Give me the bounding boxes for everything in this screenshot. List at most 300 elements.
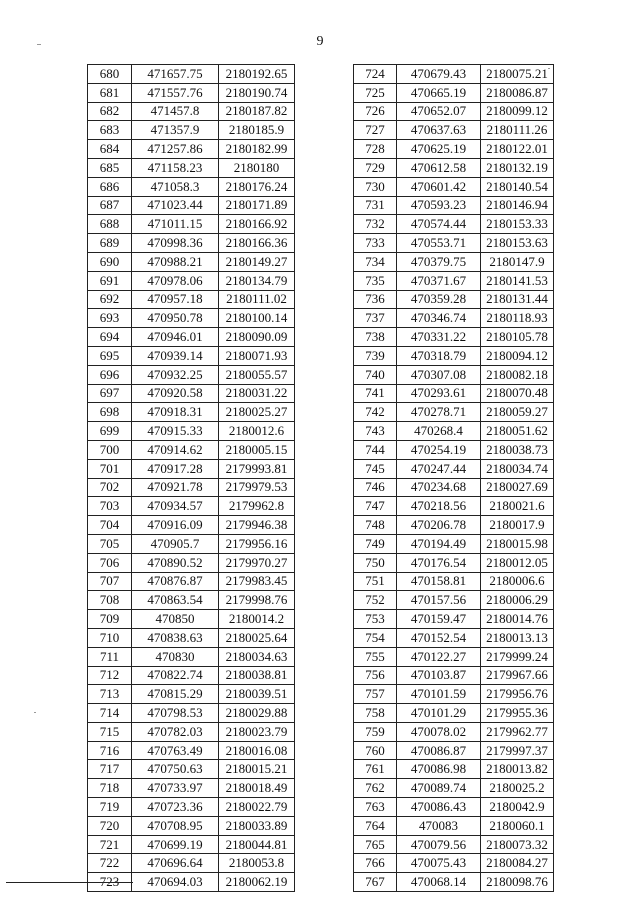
x-coordinate-cell: 470159.47 xyxy=(397,610,481,629)
x-coordinate-cell: 470157.56 xyxy=(397,591,481,610)
table-row xyxy=(354,478,554,497)
point-number-cell: 722 xyxy=(88,854,132,873)
y-coordinate-cell: 2180038.73 xyxy=(481,440,554,459)
point-number-cell: 744 xyxy=(354,440,397,459)
y-coordinate-cell: 2180073.32 xyxy=(481,835,554,854)
x-coordinate-cell: 470914.62 xyxy=(132,440,219,459)
y-coordinate-cell: 2180042.9 xyxy=(481,798,554,817)
table-row xyxy=(88,177,295,196)
y-coordinate-cell: 2180084.27 xyxy=(481,854,554,873)
y-coordinate-cell: 2179962.8 xyxy=(219,497,295,516)
x-coordinate-cell: 470068.14 xyxy=(397,873,481,892)
point-number-cell: 747 xyxy=(354,497,397,516)
point-number-cell: 693 xyxy=(88,309,132,328)
x-coordinate-cell: 470247.44 xyxy=(397,459,481,478)
table-row xyxy=(88,215,295,234)
table-row xyxy=(88,760,295,779)
y-coordinate-cell: 2180153.33 xyxy=(481,215,554,234)
table-row xyxy=(354,779,554,798)
point-number-cell: 706 xyxy=(88,553,132,572)
table-row xyxy=(88,102,295,121)
point-number-cell: 714 xyxy=(88,704,132,723)
y-coordinate-cell: 2180111.02 xyxy=(219,290,295,309)
y-coordinate-cell: 2180146.94 xyxy=(481,196,554,215)
x-coordinate-cell: 470625.19 xyxy=(397,140,481,159)
point-number-cell: 736 xyxy=(354,290,397,309)
x-coordinate-cell: 470152.54 xyxy=(397,628,481,647)
y-coordinate-cell: 2179997.37 xyxy=(481,741,554,760)
table-row xyxy=(88,290,295,309)
table-row xyxy=(354,158,554,177)
x-coordinate-cell: 471158.23 xyxy=(132,158,219,177)
x-coordinate-cell: 470708.95 xyxy=(132,816,219,835)
y-coordinate-cell: 2180176.24 xyxy=(219,177,295,196)
coordinates-table-right-body xyxy=(354,65,554,892)
coordinates-table-left xyxy=(87,64,295,892)
table-row xyxy=(354,873,554,892)
scan-speck xyxy=(34,712,36,713)
y-coordinate-cell: 2180082.18 xyxy=(481,365,554,384)
x-coordinate-cell: 470915.33 xyxy=(132,422,219,441)
x-coordinate-cell: 470379.75 xyxy=(397,252,481,271)
y-coordinate-cell: 2180013.13 xyxy=(481,628,554,647)
y-coordinate-cell: 2179946.38 xyxy=(219,516,295,535)
table-row xyxy=(88,816,295,835)
y-coordinate-cell: 2180070.48 xyxy=(481,384,554,403)
y-coordinate-cell: 2180141.53 xyxy=(481,271,554,290)
table-row xyxy=(354,741,554,760)
table-row xyxy=(88,835,295,854)
y-coordinate-cell: 2180190.74 xyxy=(219,83,295,102)
table-row xyxy=(88,854,295,873)
table-row xyxy=(354,196,554,215)
point-number-cell: 765 xyxy=(354,835,397,854)
x-coordinate-cell: 470083 xyxy=(397,816,481,835)
x-coordinate-cell: 471257.86 xyxy=(132,140,219,159)
x-coordinate-cell: 471058.3 xyxy=(132,177,219,196)
point-number-cell: 732 xyxy=(354,215,397,234)
table-row xyxy=(354,177,554,196)
table-row xyxy=(354,854,554,873)
x-coordinate-cell: 470553.71 xyxy=(397,234,481,253)
x-coordinate-cell: 470679.43 xyxy=(397,65,481,84)
y-coordinate-cell: 2180132.19 xyxy=(481,158,554,177)
y-coordinate-cell: 2180059.27 xyxy=(481,403,554,422)
table-row xyxy=(88,591,295,610)
point-number-cell: 761 xyxy=(354,760,397,779)
table-row xyxy=(88,403,295,422)
table-row xyxy=(88,158,295,177)
table-row xyxy=(354,140,554,159)
table-row xyxy=(354,497,554,516)
y-coordinate-cell: 2179979.53 xyxy=(219,478,295,497)
point-number-cell: 697 xyxy=(88,384,132,403)
x-coordinate-cell: 470822.74 xyxy=(132,666,219,685)
y-coordinate-cell: 2179999.24 xyxy=(481,647,554,666)
table-row xyxy=(88,704,295,723)
y-coordinate-cell: 2180187.82 xyxy=(219,102,295,121)
point-number-cell: 762 xyxy=(354,779,397,798)
point-number-cell: 746 xyxy=(354,478,397,497)
y-coordinate-cell: 2179993.81 xyxy=(219,459,295,478)
x-coordinate-cell: 470331.22 xyxy=(397,328,481,347)
table-row xyxy=(354,271,554,290)
y-coordinate-cell: 2180153.63 xyxy=(481,234,554,253)
point-number-cell: 707 xyxy=(88,572,132,591)
point-number-cell: 682 xyxy=(88,102,132,121)
table-row xyxy=(354,65,554,84)
point-number-cell: 743 xyxy=(354,422,397,441)
table-row xyxy=(354,835,554,854)
point-number-cell: 702 xyxy=(88,478,132,497)
y-coordinate-cell: 2180166.36 xyxy=(219,234,295,253)
y-coordinate-cell: 2180111.26 xyxy=(481,121,554,140)
table-row xyxy=(88,440,295,459)
table-row xyxy=(88,65,295,84)
y-coordinate-cell: 2180149.27 xyxy=(219,252,295,271)
y-coordinate-cell: 2180098.76 xyxy=(481,873,554,892)
y-coordinate-cell: 2180053.8 xyxy=(219,854,295,873)
table-row xyxy=(88,779,295,798)
y-coordinate-cell: 2180033.89 xyxy=(219,816,295,835)
point-number-cell: 728 xyxy=(354,140,397,159)
x-coordinate-cell: 470637.63 xyxy=(397,121,481,140)
y-coordinate-cell: 2180090.09 xyxy=(219,328,295,347)
x-coordinate-cell: 470694.03 xyxy=(132,873,219,892)
x-coordinate-cell: 470916.09 xyxy=(132,516,219,535)
x-coordinate-cell: 470612.58 xyxy=(397,158,481,177)
x-coordinate-cell: 470723.36 xyxy=(132,798,219,817)
point-number-cell: 700 xyxy=(88,440,132,459)
y-coordinate-cell: 2180182.99 xyxy=(219,140,295,159)
table-row xyxy=(88,252,295,271)
x-coordinate-cell: 470750.63 xyxy=(132,760,219,779)
x-coordinate-cell: 470371.67 xyxy=(397,271,481,290)
point-number-cell: 698 xyxy=(88,403,132,422)
x-coordinate-cell: 470998.36 xyxy=(132,234,219,253)
table-row xyxy=(88,722,295,741)
x-coordinate-cell: 470086.87 xyxy=(397,741,481,760)
point-number-cell: 708 xyxy=(88,591,132,610)
x-coordinate-cell: 470101.59 xyxy=(397,685,481,704)
x-coordinate-cell: 470075.43 xyxy=(397,854,481,873)
point-number-cell: 717 xyxy=(88,760,132,779)
table-row xyxy=(88,647,295,666)
point-number-cell: 758 xyxy=(354,704,397,723)
point-number-cell: 709 xyxy=(88,610,132,629)
x-coordinate-cell: 470601.42 xyxy=(397,177,481,196)
y-coordinate-cell: 2180025.64 xyxy=(219,628,295,647)
table-row xyxy=(354,328,554,347)
point-number-cell: 760 xyxy=(354,741,397,760)
y-coordinate-cell: 2180060.1 xyxy=(481,816,554,835)
table-row xyxy=(354,215,554,234)
table-row xyxy=(88,196,295,215)
x-coordinate-cell: 470307.08 xyxy=(397,365,481,384)
point-number-cell: 745 xyxy=(354,459,397,478)
y-coordinate-cell: 2180016.08 xyxy=(219,741,295,760)
y-coordinate-cell: 2180025.27 xyxy=(219,403,295,422)
table-row xyxy=(88,346,295,365)
y-coordinate-cell: 2180094.12 xyxy=(481,346,554,365)
table-row xyxy=(88,271,295,290)
table-row xyxy=(88,83,295,102)
y-coordinate-cell: 2180099.12 xyxy=(481,102,554,121)
point-number-cell: 692 xyxy=(88,290,132,309)
point-number-cell: 710 xyxy=(88,628,132,647)
y-coordinate-cell: 2180006.6 xyxy=(481,572,554,591)
x-coordinate-cell: 470665.19 xyxy=(397,83,481,102)
y-coordinate-cell: 2180038.81 xyxy=(219,666,295,685)
x-coordinate-cell: 470234.68 xyxy=(397,478,481,497)
table-row xyxy=(88,516,295,535)
point-number-cell: 703 xyxy=(88,497,132,516)
table-row xyxy=(88,328,295,347)
table-row xyxy=(354,290,554,309)
x-coordinate-cell: 470921.78 xyxy=(132,478,219,497)
point-number-cell: 689 xyxy=(88,234,132,253)
y-coordinate-cell: 2179998.76 xyxy=(219,591,295,610)
y-coordinate-cell: 2180021.6 xyxy=(481,497,554,516)
point-number-cell: 731 xyxy=(354,196,397,215)
y-coordinate-cell: 2180180 xyxy=(219,158,295,177)
table-row xyxy=(88,365,295,384)
point-number-cell: 767 xyxy=(354,873,397,892)
table-row xyxy=(88,666,295,685)
point-number-cell: 763 xyxy=(354,798,397,817)
point-number-cell: 695 xyxy=(88,346,132,365)
x-coordinate-cell: 470218.56 xyxy=(397,497,481,516)
table-row xyxy=(88,422,295,441)
y-coordinate-cell: 2180006.29 xyxy=(481,591,554,610)
point-number-cell: 766 xyxy=(354,854,397,873)
x-coordinate-cell: 471357.9 xyxy=(132,121,219,140)
y-coordinate-cell: 2180044.81 xyxy=(219,835,295,854)
point-number-cell: 737 xyxy=(354,309,397,328)
x-coordinate-cell: 470103.87 xyxy=(397,666,481,685)
point-number-cell: 716 xyxy=(88,741,132,760)
y-coordinate-cell: 2180005.15 xyxy=(219,440,295,459)
x-coordinate-cell: 470652.07 xyxy=(397,102,481,121)
y-coordinate-cell: 2179967.66 xyxy=(481,666,554,685)
coordinates-table-left-body xyxy=(88,65,295,892)
x-coordinate-cell: 470079.56 xyxy=(397,835,481,854)
x-coordinate-cell: 470101.29 xyxy=(397,704,481,723)
y-coordinate-cell: 2180018.49 xyxy=(219,779,295,798)
table-row xyxy=(88,234,295,253)
x-coordinate-cell: 470206.78 xyxy=(397,516,481,535)
table-row xyxy=(354,647,554,666)
y-coordinate-cell: 2180147.9 xyxy=(481,252,554,271)
table-row xyxy=(354,365,554,384)
x-coordinate-cell: 470939.14 xyxy=(132,346,219,365)
x-coordinate-cell: 470876.87 xyxy=(132,572,219,591)
point-number-cell: 685 xyxy=(88,158,132,177)
y-coordinate-cell: 2180185.9 xyxy=(219,121,295,140)
table-row xyxy=(354,666,554,685)
y-coordinate-cell: 2180071.93 xyxy=(219,346,295,365)
table-row xyxy=(88,610,295,629)
x-coordinate-cell: 470934.57 xyxy=(132,497,219,516)
point-number-cell: 750 xyxy=(354,553,397,572)
table-row xyxy=(88,798,295,817)
y-coordinate-cell: 2180039.51 xyxy=(219,685,295,704)
point-number-cell: 723 xyxy=(88,873,132,892)
point-number-cell: 684 xyxy=(88,140,132,159)
y-coordinate-cell: 2180022.79 xyxy=(219,798,295,817)
x-coordinate-cell: 470918.31 xyxy=(132,403,219,422)
table-row xyxy=(88,478,295,497)
y-coordinate-cell: 2180166.92 xyxy=(219,215,295,234)
y-coordinate-cell: 2180013.82 xyxy=(481,760,554,779)
y-coordinate-cell: 2180014.76 xyxy=(481,610,554,629)
x-coordinate-cell: 470932.25 xyxy=(132,365,219,384)
y-coordinate-cell: 2180023.79 xyxy=(219,722,295,741)
point-number-cell: 751 xyxy=(354,572,397,591)
point-number-cell: 688 xyxy=(88,215,132,234)
y-coordinate-cell: 2180014.2 xyxy=(219,610,295,629)
scan-speck xyxy=(548,68,550,69)
table-row xyxy=(88,497,295,516)
table-row xyxy=(354,685,554,704)
x-coordinate-cell: 470733.97 xyxy=(132,779,219,798)
y-coordinate-cell: 2179955.36 xyxy=(481,704,554,723)
table-row xyxy=(88,384,295,403)
y-coordinate-cell: 2180034.74 xyxy=(481,459,554,478)
x-coordinate-cell: 470078.02 xyxy=(397,722,481,741)
point-number-cell: 756 xyxy=(354,666,397,685)
point-number-cell: 711 xyxy=(88,647,132,666)
point-number-cell: 730 xyxy=(354,177,397,196)
y-coordinate-cell: 2180015.21 xyxy=(219,760,295,779)
x-coordinate-cell: 470254.19 xyxy=(397,440,481,459)
x-coordinate-cell: 470359.28 xyxy=(397,290,481,309)
y-coordinate-cell: 2180086.87 xyxy=(481,83,554,102)
y-coordinate-cell: 2180012.05 xyxy=(481,553,554,572)
point-number-cell: 726 xyxy=(354,102,397,121)
point-number-cell: 704 xyxy=(88,516,132,535)
x-coordinate-cell: 470086.43 xyxy=(397,798,481,817)
point-number-cell: 719 xyxy=(88,798,132,817)
y-coordinate-cell: 2180012.6 xyxy=(219,422,295,441)
table-row xyxy=(354,704,554,723)
table-row xyxy=(354,252,554,271)
table-row xyxy=(88,534,295,553)
point-number-cell: 690 xyxy=(88,252,132,271)
point-number-cell: 681 xyxy=(88,83,132,102)
point-number-cell: 691 xyxy=(88,271,132,290)
point-number-cell: 705 xyxy=(88,534,132,553)
coordinates-table-right xyxy=(353,64,554,892)
table-row xyxy=(354,459,554,478)
x-coordinate-cell: 470815.29 xyxy=(132,685,219,704)
x-coordinate-cell: 471457.8 xyxy=(132,102,219,121)
table-row xyxy=(88,121,295,140)
x-coordinate-cell: 470988.21 xyxy=(132,252,219,271)
x-coordinate-cell: 471557.76 xyxy=(132,83,219,102)
y-coordinate-cell: 2180017.9 xyxy=(481,516,554,535)
point-number-cell: 721 xyxy=(88,835,132,854)
point-number-cell: 725 xyxy=(354,83,397,102)
point-number-cell: 752 xyxy=(354,591,397,610)
point-number-cell: 753 xyxy=(354,610,397,629)
table-row xyxy=(354,403,554,422)
y-coordinate-cell: 2180118.93 xyxy=(481,309,554,328)
x-coordinate-cell: 471011.15 xyxy=(132,215,219,234)
point-number-cell: 687 xyxy=(88,196,132,215)
x-coordinate-cell: 470696.64 xyxy=(132,854,219,873)
x-coordinate-cell: 470122.27 xyxy=(397,647,481,666)
x-coordinate-cell: 470278.71 xyxy=(397,403,481,422)
table-row xyxy=(354,309,554,328)
table-row xyxy=(354,553,554,572)
table-row xyxy=(354,534,554,553)
x-coordinate-cell: 470763.49 xyxy=(132,741,219,760)
table-row xyxy=(88,628,295,647)
table-row xyxy=(354,346,554,365)
point-number-cell: 712 xyxy=(88,666,132,685)
point-number-cell: 742 xyxy=(354,403,397,422)
table-row xyxy=(88,553,295,572)
x-coordinate-cell: 470574.44 xyxy=(397,215,481,234)
x-coordinate-cell: 470905.7 xyxy=(132,534,219,553)
scan-speck xyxy=(37,44,41,45)
x-coordinate-cell: 470593.23 xyxy=(397,196,481,215)
x-coordinate-cell: 470838.63 xyxy=(132,628,219,647)
point-number-cell: 699 xyxy=(88,422,132,441)
y-coordinate-cell: 2180140.54 xyxy=(481,177,554,196)
point-number-cell: 748 xyxy=(354,516,397,535)
point-number-cell: 696 xyxy=(88,365,132,384)
point-number-cell: 713 xyxy=(88,685,132,704)
point-number-cell: 701 xyxy=(88,459,132,478)
point-number-cell: 733 xyxy=(354,234,397,253)
point-number-cell: 729 xyxy=(354,158,397,177)
table-row xyxy=(88,459,295,478)
x-coordinate-cell: 470194.49 xyxy=(397,534,481,553)
table-row xyxy=(354,422,554,441)
point-number-cell: 739 xyxy=(354,346,397,365)
table-row xyxy=(354,628,554,647)
y-coordinate-cell: 2179962.77 xyxy=(481,722,554,741)
point-number-cell: 727 xyxy=(354,121,397,140)
y-coordinate-cell: 2180192.65 xyxy=(219,65,295,84)
table-row xyxy=(354,798,554,817)
table-row xyxy=(354,121,554,140)
y-coordinate-cell: 2180051.62 xyxy=(481,422,554,441)
y-coordinate-cell: 2179956.76 xyxy=(481,685,554,704)
x-coordinate-cell: 470158.81 xyxy=(397,572,481,591)
point-number-cell: 755 xyxy=(354,647,397,666)
page-number: 9 xyxy=(316,34,324,49)
table-row xyxy=(88,572,295,591)
point-number-cell: 741 xyxy=(354,384,397,403)
point-number-cell: 683 xyxy=(88,121,132,140)
x-coordinate-cell: 470318.79 xyxy=(397,346,481,365)
x-coordinate-cell: 470798.53 xyxy=(132,704,219,723)
x-coordinate-cell: 470917.28 xyxy=(132,459,219,478)
x-coordinate-cell: 470268.4 xyxy=(397,422,481,441)
table-row xyxy=(354,610,554,629)
y-coordinate-cell: 2180075.21 xyxy=(481,65,554,84)
table-row xyxy=(354,722,554,741)
point-number-cell: 764 xyxy=(354,816,397,835)
point-number-cell: 749 xyxy=(354,534,397,553)
x-coordinate-cell: 471023.44 xyxy=(132,196,219,215)
x-coordinate-cell: 470957.18 xyxy=(132,290,219,309)
point-number-cell: 686 xyxy=(88,177,132,196)
x-coordinate-cell: 470176.54 xyxy=(397,553,481,572)
